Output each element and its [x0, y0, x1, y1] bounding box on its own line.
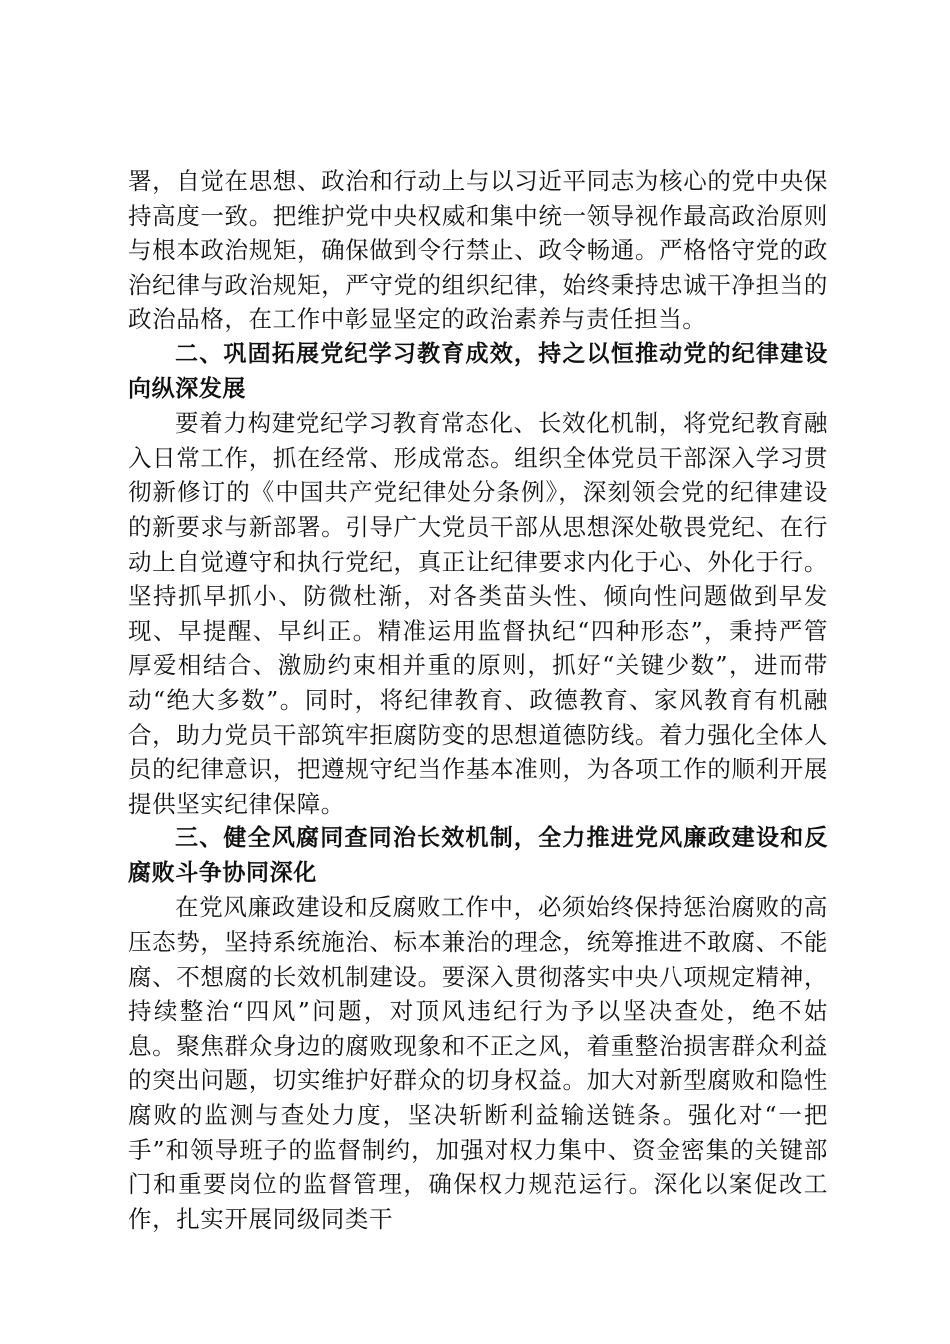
section-paragraph-2: 要着力构建党纪学习教育常态化、长效化机制，将党纪教育融入日常工作，抓在经常、形成常态。组织全体党员干部深入学习贯彻新修订的《中国共产党纪律处分条例》，深刻领会党的纪律建设的新要求与新部署。引导广大党员干部从思想深处敬畏党纪、在行动上自觉遵守和执行党纪，真正让纪律要求内化于心、外化于行。坚持抓早抓小、防微杜渐，对各类苗头性、倾向性问题做到早发现、早提醒、早纠正。精准运用监督执纪“四种形态”，秉持严管厚爱相结合、激励约束相并重的原则，抓好“关键少数”，进而带动“绝大多数”。同时，将纪律教育、政德教育、家风教育有机融合，助力党员干部筑牢拒腐防变的思想道德防线。着力强化全体人员的纪律意识，把遵规守纪当作基本准则，为各项工作的顺利开展提供坚实纪律保障。: [128, 409, 828, 818]
section-paragraph-3: 在党风廉政建设和反腐败工作中，必须始终保持惩治腐败的高压态势，坚持系统施治、标本兼治的理念，统筹推进不敢腐、不能腐、不想腐的长效机制建设。要深入贯彻落实中央八项规定精神，持续整治“四风”问题，对顶风违纪行为予以坚决查处，绝不姑息。聚焦群众身边的腐败现象和不正之风，着重整治损害群众利益的突出问题，切实维护好群众的切身权益。加大对新型腐败和隐性腐败的监测与查处力度，坚决斩断利益输送链条。强化对“一把手”和领导班子的监督制约，加强对权力集中、资金密集的关键部门和重要岗位的监督管理，确保权力规范运行。深化以案促改工作，扎实开展同级同类干: [128, 893, 828, 1233]
document-body: [128, 164, 828, 1236]
section-heading-3: 三、健全风腐同查同治长效机制，全力推进党风廉政建设和反腐败斗争协同深化: [128, 825, 828, 886]
section-heading-2: 二、巩固拓展党纪学习教育成效，持之以恒推动党的纪律建设向纵深发展: [128, 340, 828, 402]
continuation-paragraph: 署，自觉在思想、政治和行动上与以习近平同志为核心的党中央保持高度一致。把维护党中央权威和集中统一领导视作最高政治原则与根本政治规矩，确保做到令行禁止、政令畅通。严格恪守党的政治纪律与政治规矩，严守党的组织纪律，始终秉持忠诚干净担当的政治品格，在工作中彰显坚定的政治素养与责任担当。: [128, 167, 828, 334]
